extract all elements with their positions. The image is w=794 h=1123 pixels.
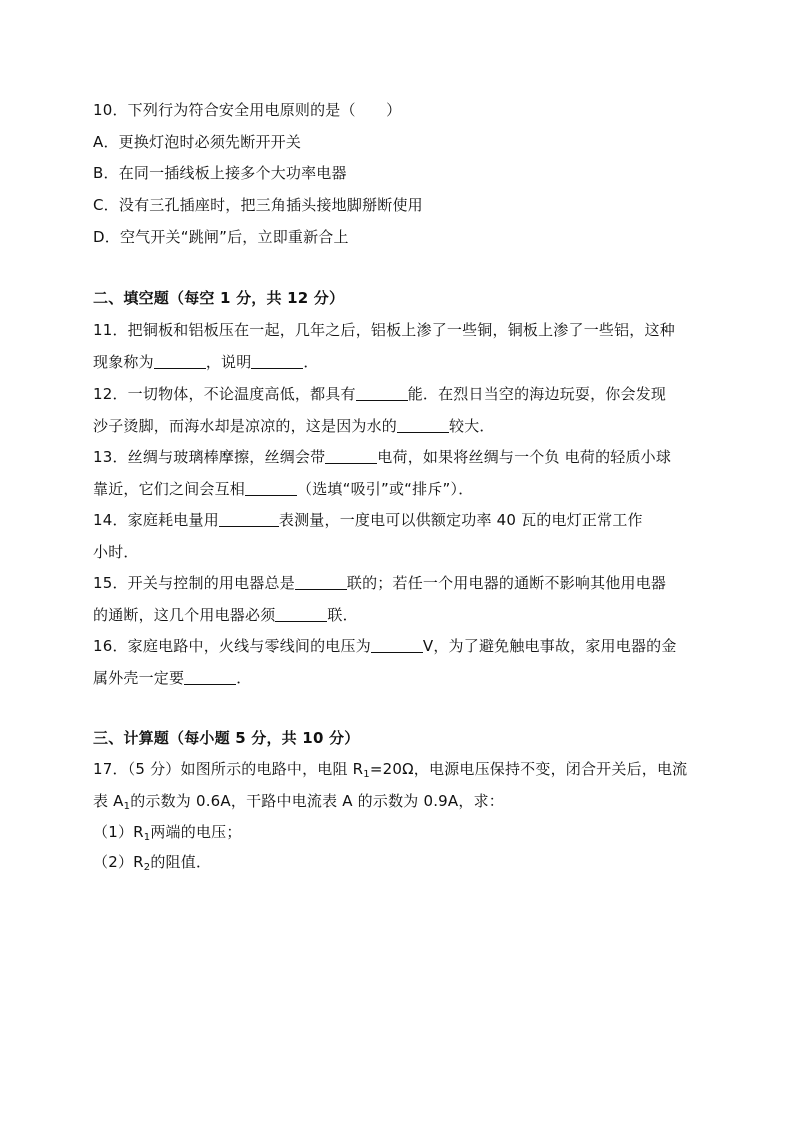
text: 联的；若任一个用电器的通断不影响其他用电器 [346,574,667,592]
text: 的阻值． [150,853,212,871]
text: 的通断，这几个用电器必须 [93,606,276,624]
q14-line2: 小时． [93,543,139,561]
text: 的示数为 0.6A，干路中电流表 A 的示数为 0.9A，求： [130,792,504,810]
text: 17．（5 分）如图所示的电路中，电阻 R [93,760,364,778]
section3-heading: 三、计算题（每小题 5 分，共 10 分） [93,729,360,747]
text: 电荷，如果将丝绸与一个负 电荷的轻质小球 [377,448,672,466]
text: （1）R [93,823,144,841]
q11-line1: 11．把铜板和铝板压在一起，几年之后，铝板上渗了一些铜，铜板上渗了一些铝，这种 [93,321,675,339]
text: ． [236,669,252,687]
q10-stem: 10．下列行为符合安全用电原则的是（ ） [93,101,402,119]
q13-line1 [93,447,671,467]
q10-option-a: A．更换灯泡时必须先断开开关 [93,133,302,151]
q15-line1 [93,573,666,593]
text: （2）R [93,853,144,871]
subscript: 2 [143,862,151,873]
q10-option-b: B．在同一插线板上接多个大功率电器 [93,164,347,182]
answer-blank [325,448,377,464]
text: 15．开关与控制的用电器总是 [93,574,295,592]
q17-part1 [93,822,242,842]
text: 属外壳一定要 [93,669,185,687]
answer-blank [371,637,423,653]
text: V，为了避免触电事故，家用电器的金 [422,637,677,655]
text: 能．在烈日当空的海边玩耍，你会发现 [407,385,667,403]
answer-blank [295,574,347,590]
q10-option-d: D．空气开关“跳闸”后，立即重新合上 [93,228,349,246]
text: 两端的电压； [150,823,242,841]
q13-line2 [93,479,473,499]
text: 较大． [449,417,495,435]
text: 表测量，一度电可以供额定功率 40 瓦的电灯正常工作 [278,511,643,529]
text: 表 A [93,792,124,810]
q17-line2 [93,791,504,811]
subscript: 1 [143,832,151,843]
text: （选填“吸引”或“排斥”）． [297,480,474,498]
text: =20Ω，电源电压保持不变，闭合开关后，电流 [369,760,688,778]
answer-blank [245,480,297,496]
q11-line2 [93,352,319,372]
q17-part2 [93,852,211,872]
answer-blank [356,385,408,401]
text: ． [303,353,319,371]
text: 靠近，它们之间会互相 [93,480,246,498]
answer-blank [184,669,236,685]
q14-line1 [93,510,643,530]
q16-line2 [93,668,251,688]
answer-blank [251,353,303,369]
text: ，说明 [205,353,252,371]
text: 13．丝绸与玻璃棒摩擦，丝绸会带 [93,448,326,466]
text: 16．家庭电路中，火线与零线间的电压为 [93,637,371,655]
q15-line2 [93,605,358,625]
answer-blank [397,417,449,433]
text: 联． [327,606,358,624]
subscript: 1 [123,801,131,812]
q12-line1 [93,384,666,404]
text: 14．家庭耗电量用 [93,511,219,529]
q12-line2 [93,416,495,436]
subscript: 1 [363,769,370,780]
answer-blank [154,353,206,369]
answer-blank [275,606,327,622]
answer-blank [219,511,279,527]
text: 现象称为 [93,353,154,371]
q17-line1 [93,759,687,779]
q16-line1 [93,636,677,656]
q10-option-c: C．没有三孔插座时，把三角插头接地脚掰断使用 [93,196,423,214]
text: 12．一切物体，不论温度高低，都具有 [93,385,356,403]
section2-heading: 二、填空题（每空 1 分，共 12 分） [93,289,345,307]
text: 沙子烫脚，而海水却是凉凉的，这是因为水的 [93,417,398,435]
